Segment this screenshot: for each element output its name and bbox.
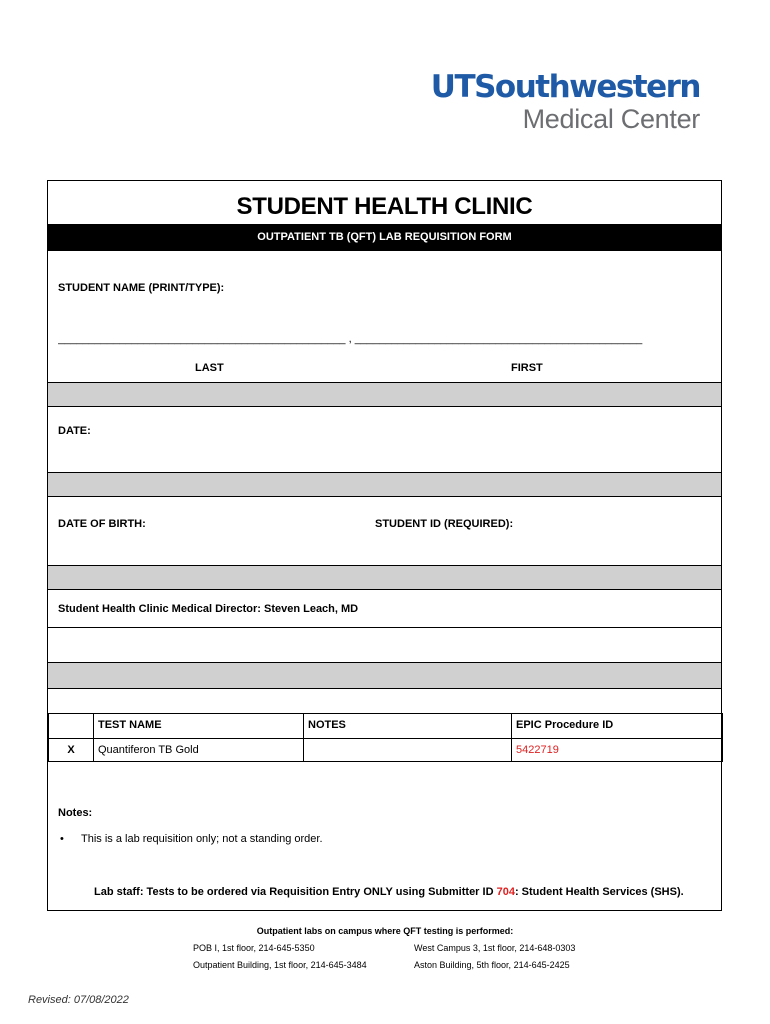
separator-bar: [48, 382, 721, 407]
lab-staff-text: Lab staff: Tests to be ordered via Requisition Entry ONLY using Submitter ID: [94, 886, 497, 898]
footer-location: POB I, 1st floor, 214-645-5350: [193, 943, 315, 953]
student-name-label: STUDENT NAME (PRINT/TYPE):: [58, 282, 225, 294]
revised-date: Revised: 07/08/2022: [28, 994, 129, 1006]
footer-location: Outpatient Building, 1st floor, 214-645-3484: [193, 960, 367, 970]
logo-subtitle: Medical Center: [522, 104, 700, 134]
table-header-mark: [48, 713, 94, 739]
lab-staff-text-end: : Student Health Services (SHS).: [514, 886, 684, 898]
separator-bar: [48, 565, 721, 590]
divider: [48, 627, 721, 628]
table-header-test-name: TEST NAME: [93, 713, 304, 739]
student-name-field[interactable]: _______________________________________________ , _______________________________________________: [58, 333, 643, 345]
student-id-label: STUDENT ID (REQUIRED):: [375, 518, 514, 530]
dob-label: DATE OF BIRTH:: [58, 518, 146, 530]
table-header-notes: NOTES: [303, 713, 512, 739]
footer-location: Aston Building, 5th floor, 214-645-2425: [414, 960, 570, 970]
table-cell-notes[interactable]: [303, 738, 512, 762]
medical-director: Student Health Clinic Medical Director: Steven Leach, MD: [58, 603, 359, 615]
separator-bar: [48, 472, 721, 497]
bullet-icon: •: [60, 833, 64, 845]
submitter-id: 704: [496, 886, 515, 898]
requisition-form: [47, 180, 722, 911]
table-cell-test-name: Quantiferon TB Gold: [93, 738, 304, 762]
footer-title: Outpatient labs on campus where QFT testing is performed:: [256, 926, 514, 936]
footer-location: West Campus 3, 1st floor, 214-648-0303: [414, 943, 576, 953]
table-cell-mark[interactable]: X: [48, 738, 94, 762]
notes-label: Notes:: [58, 807, 93, 819]
table-cell-epic-id: 5422719: [511, 738, 723, 762]
last-name-label: LAST: [195, 362, 224, 374]
separator-bar: [48, 662, 721, 689]
date-label: DATE:: [58, 425, 91, 437]
first-name-label: FIRST: [511, 362, 543, 374]
lab-staff-instructions: [94, 886, 684, 898]
ut-southwestern-logo: [431, 70, 700, 134]
notes-item: This is a lab requisition only; not a standing order.: [81, 833, 323, 845]
table-header-epic-id: EPIC Procedure ID: [511, 713, 723, 739]
date-field[interactable]: [108, 419, 708, 459]
form-title: STUDENT HEALTH CLINIC: [236, 193, 533, 220]
logo-wordmark: UTSouthwestern: [430, 69, 700, 105]
form-subtitle-bar: OUTPATIENT TB (QFT) LAB REQUISITION FORM: [48, 224, 721, 251]
